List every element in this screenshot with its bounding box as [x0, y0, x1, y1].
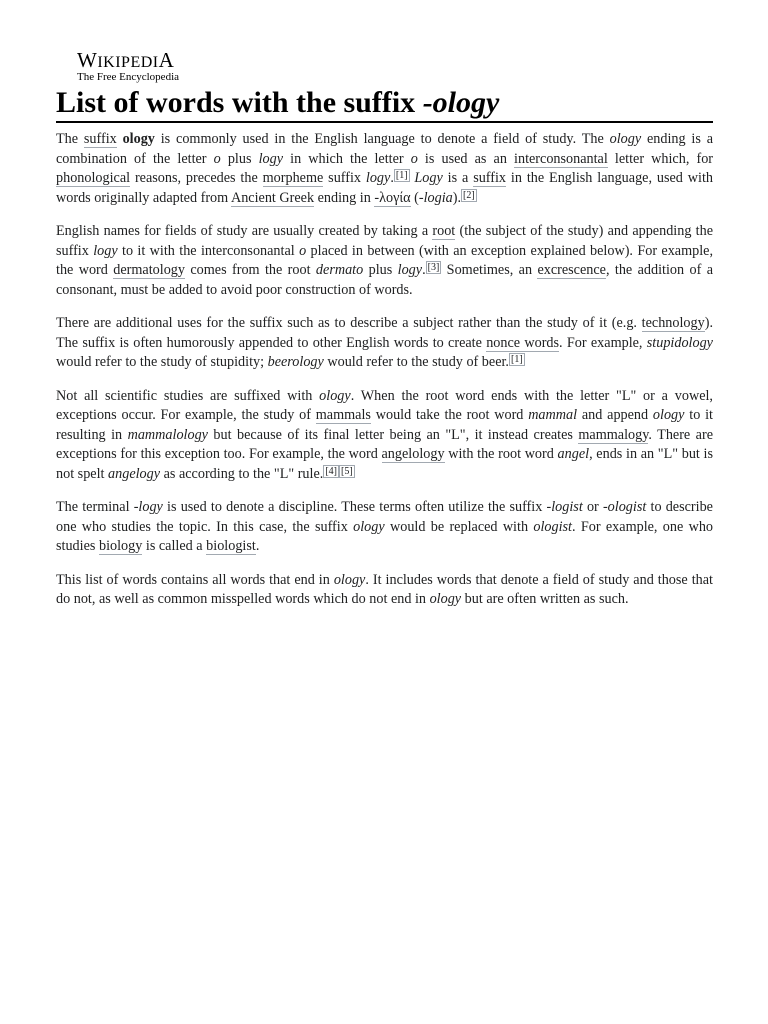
- link-mammalogy[interactable]: mammalogy: [578, 426, 649, 443]
- citation-5[interactable]: [5]: [340, 465, 353, 477]
- link-logia[interactable]: -λογία: [374, 189, 411, 206]
- link-suffix-2[interactable]: suffix: [473, 170, 507, 186]
- link-biology[interactable]: biology: [98, 538, 143, 554]
- paragraph-exceptions: Not all scientific studies are suffixed with ology. When the root word ends with the letter "L" or a vowel, exceptions occur. For example, the study of mammals would take the root word mammal and append ology to it resulting in mammalology but because of its final letter being an "L", it instead creates mammalogy. There are exceptions for this exception too. For example, the word angelology with the root word angel, ends in an "L" but is not spelt angelogy as according to the "L" rule. [4] [5]: [56, 387, 713, 482]
- paragraph-list-scope: This list of words contains all words that end in ology. It includes words that denote a field of study and those that do not, as well as common misspelled words which do not end in ology but are often written as such.: [56, 571, 713, 607]
- link-root[interactable]: root: [432, 223, 456, 239]
- citation-1[interactable]: [1]: [395, 170, 408, 181]
- paragraph-terminal: The terminal -logy is used to denote a discipline. These terms often utilize the suffix -logist or -ologist to describe one who studies the topic. In this case, the suffix ology would be replaced with ologist. For example, one who studies biology is called a biologist.: [56, 499, 714, 554]
- paragraph-additional-uses: There are additional uses for the suffix such as to describe a subject rather than the study of it (e.g. technology). The suffix is often humorously appended to other English words to create nonce words. For example, stupidology would refer to the study of stupidity; beerology would refer to the study of beer. [1]: [56, 315, 713, 370]
- citation-1b[interactable]: [1]: [510, 354, 523, 365]
- page-title: List of words with the suffix -ology: [56, 85, 713, 123]
- link-technology[interactable]: technology: [641, 315, 705, 331]
- logo-wordmark: WIKIPEDIA: [77, 48, 175, 72]
- link-morpheme[interactable]: morpheme: [262, 170, 324, 186]
- paragraph-naming: English names for fields of study are usually created by taking a root (the subject of the study) and appending the suffix logy to it with the interconsonantal o placed in between (with an exception explained below). For example, the word dermatology comes from the root dermato plus logy. [3] Sometimes, an excrescence, the addition of a consonant, must be added to avoid poor construction of words.: [56, 223, 714, 298]
- link-excrescence[interactable]: excrescence: [537, 262, 606, 278]
- link-phonological[interactable]: phonological: [56, 170, 131, 186]
- link-interconsonantal[interactable]: interconsonantal: [514, 150, 608, 167]
- citation-4[interactable]: [4]: [325, 465, 337, 477]
- link-ancient-greek[interactable]: Ancient Greek: [230, 189, 315, 206]
- paragraph-intro: The suffix ology is commonly used in the English language to denote a field of study. The ology ending is a combination of the letter o plus logy in which the letter o is used as an interconsonantal letter which, for phonological reasons, precedes the morpheme suffix logy. [1] Logy is a suffix in the English language, used with words originally adapted from Ancient Greek ending in -λογία (-logia). [2]: [56, 131, 714, 206]
- link-biologist[interactable]: biologist: [206, 538, 256, 554]
- wikipedia-logo[interactable]: [77, 50, 179, 83]
- link-suffix[interactable]: suffix: [83, 131, 117, 147]
- link-nonce-words[interactable]: nonce words: [486, 334, 560, 351]
- link-mammals[interactable]: mammals: [315, 407, 371, 423]
- link-dermatology[interactable]: dermatology: [113, 262, 185, 278]
- citation-2[interactable]: [2]: [463, 189, 475, 201]
- logo-tagline: The Free Encyclopedia: [77, 71, 180, 83]
- article-body: [56, 130, 713, 624]
- link-angelology[interactable]: angelology: [381, 446, 445, 462]
- citation-3[interactable]: [3]: [427, 262, 440, 273]
